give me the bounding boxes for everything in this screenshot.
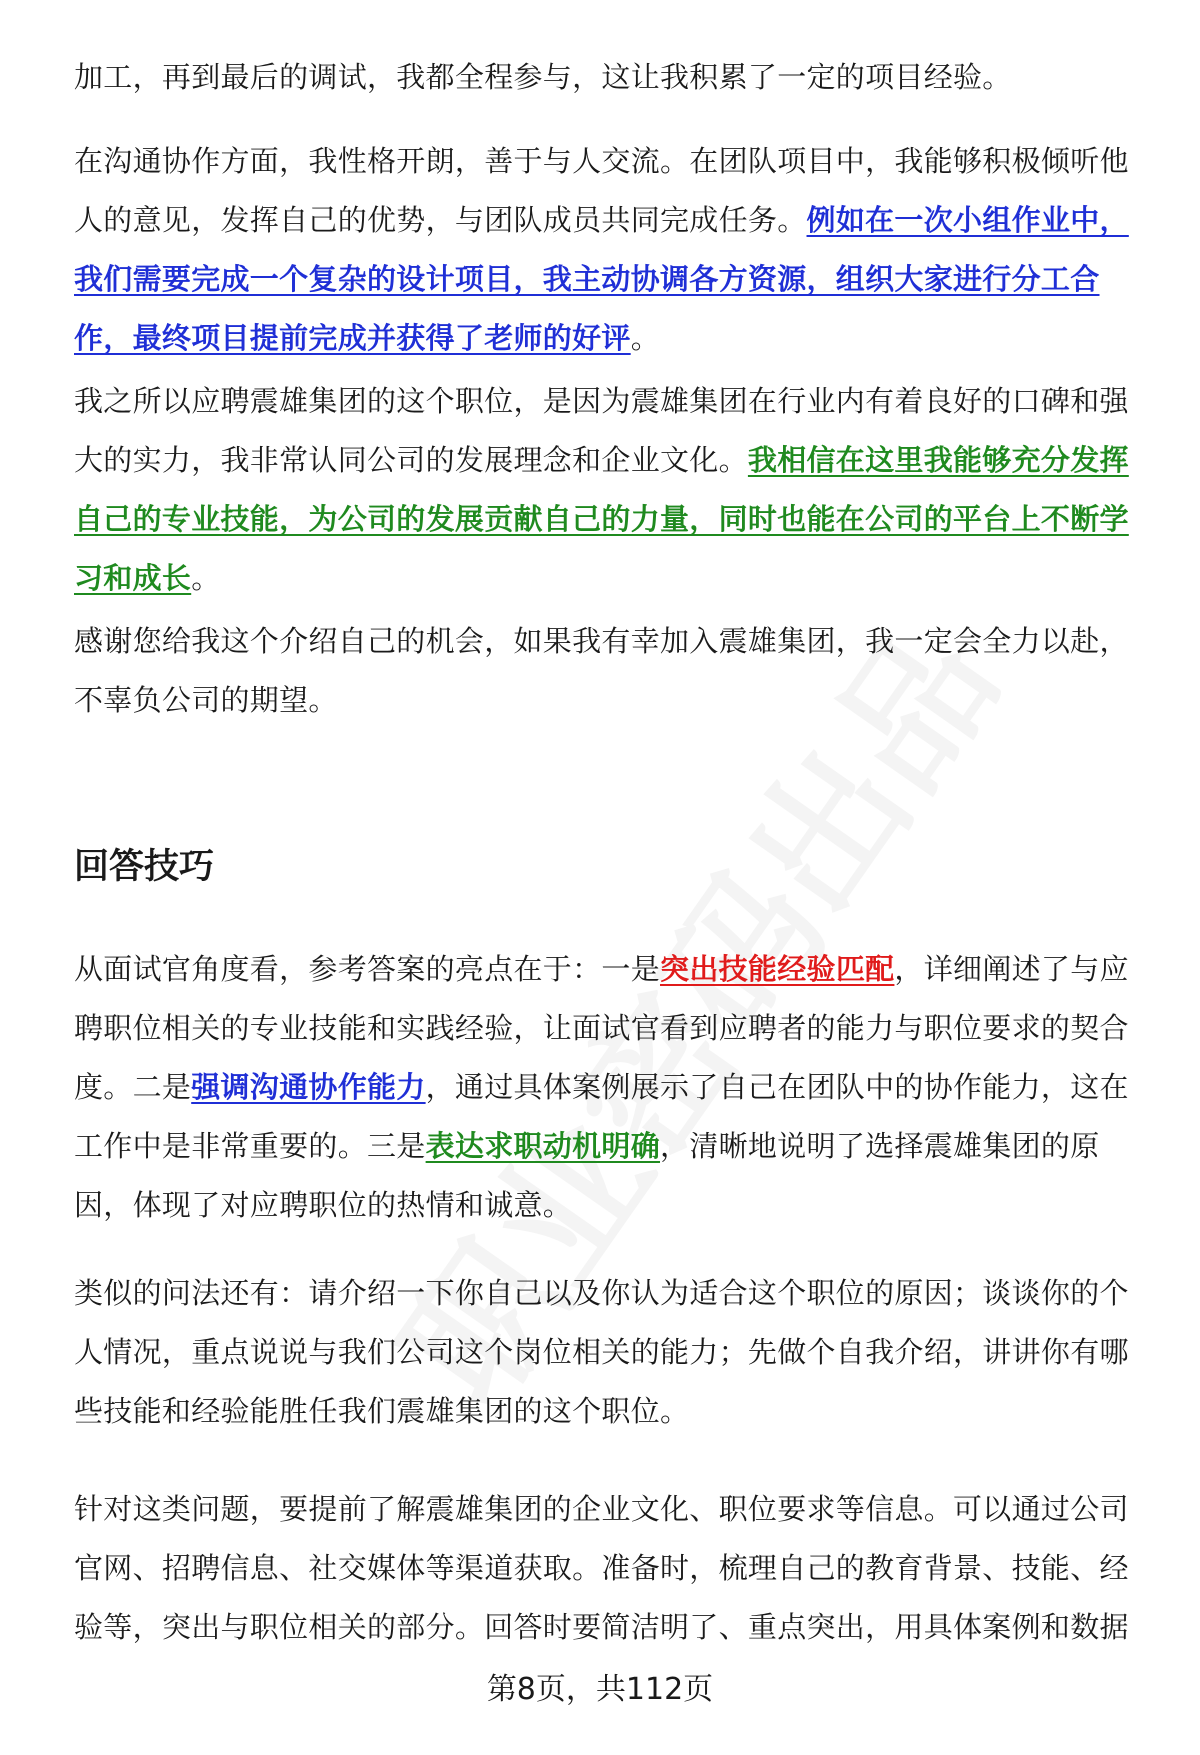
paragraph-7 xyxy=(74,1480,1146,1657)
paragraph-6-text: 类似的问法还有：请介绍一下你自己以及你认为适合这个职位的原因；谈谈你的个人情况，重点说说与我们公司这个岗位相关的能力；先做个自我介绍，讲讲你有哪些技能和经验能胜任我们震雄集团的这个职位。 xyxy=(74,1276,1129,1428)
highlight-communication: 强调沟通协作能力 xyxy=(191,1070,426,1104)
paragraph-4-text: 感谢您给我这个介绍自己的机会，如果我有幸加入震雄集团，我一定会全力以赴，不辜负公司的期望。 xyxy=(74,624,1129,717)
section-heading: 回答技巧 xyxy=(74,847,215,887)
paragraph-5-text-1: 从面试官角度看，参考答案的亮点在于：一是 xyxy=(74,952,661,986)
paragraph-2-highlight: 例如在一次小组作业中，我们需要完成一个复杂的设计项目，我主动协调各方资源，组织大家进行分工合作，最终项目提前完成并获得了老师的好评 xyxy=(74,203,1129,355)
paragraph-2 xyxy=(74,132,1146,368)
paragraph-3 xyxy=(74,372,1146,608)
highlight-skill-match: 突出技能经验匹配 xyxy=(660,952,895,986)
paragraph-4 xyxy=(74,612,1146,730)
paragraph-2-end: 。 xyxy=(630,321,661,355)
paragraph-1 xyxy=(74,48,1146,107)
paragraph-7-text: 针对这类问题，要提前了解震雄集团的企业文化、职位要求等信息。可以通过公司官网、招聘信息、社交媒体等渠道获取。准备时，梳理自己的教育背景、技能、经验等，突出与职位相关的部分。回答时要简洁明了、重点突出，用具体案例和数据 xyxy=(74,1492,1129,1644)
paragraph-6 xyxy=(74,1264,1146,1441)
paragraph-5-text-4: ，清晰地说明了选择震雄集团的原因，体现了对应聘职位的热情和诚意。 xyxy=(74,1129,1100,1222)
paragraph-3-end: 。 xyxy=(191,561,221,595)
paragraph-3-text: 我之所以应聘震雄集团的这个职位，是因为震雄集团在行业内有着良好的口碑和强大的实力，我非常认同公司的发展理念和企业文化。 xyxy=(74,384,1129,477)
paragraph-5 xyxy=(74,940,1146,1235)
highlight-motivation: 表达求职动机明确 xyxy=(425,1129,661,1163)
page-number: 第8页，共112页 xyxy=(486,1672,714,1707)
paragraph-5-text-3: ，通过具体案例展示了自己在团队中的协作能力，这在工作中是非常重要的。三是 xyxy=(74,1070,1129,1163)
paragraph-5-text-2: ，详细阐述了与应聘职位相关的专业技能和实践经验，让面试官看到应聘者的能力与职位要求的契合度。二是 xyxy=(74,952,1129,1104)
paragraph-3-highlight: 我相信在这里我能够充分发挥自己的专业技能，为公司的发展贡献自己的力量，同时也能在公司的平台上不断学习和成长 xyxy=(74,443,1129,595)
paragraph-2-text: 在沟通协作方面，我性格开朗，善于与人交流。在团队项目中，我能够积极倾听他人的意见，发挥自己的优势，与团队成员共同完成任务。 xyxy=(74,144,1129,237)
paragraph-1-text: 加工，再到最后的调试，我都全程参与，这让我积累了一定的项目经验。 xyxy=(74,60,1012,94)
